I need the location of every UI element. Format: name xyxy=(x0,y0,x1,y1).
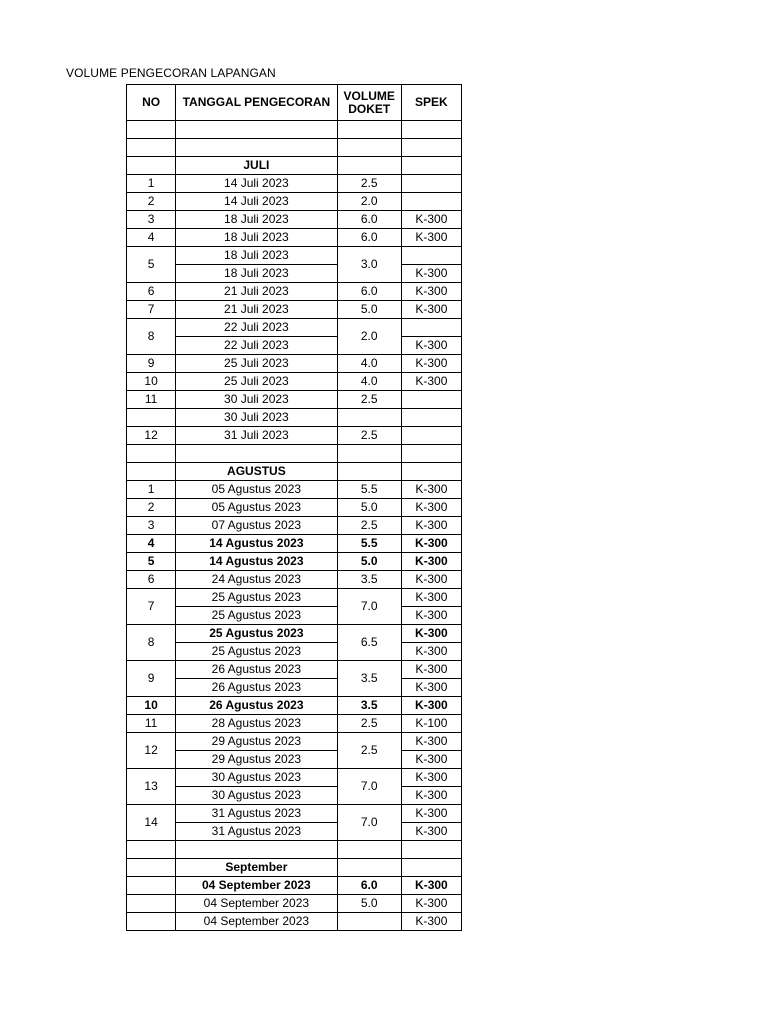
table-row xyxy=(127,679,462,697)
cell-volume: 5.0 xyxy=(337,553,401,571)
table-header-row xyxy=(127,85,462,121)
cell-date: 21 Juli 2023 xyxy=(176,283,337,301)
cell-spec xyxy=(401,445,461,463)
table-row xyxy=(127,319,462,337)
cell-volume: 7.0 xyxy=(337,769,401,805)
table-row xyxy=(127,715,462,733)
cell-spec: K-300 xyxy=(401,337,461,355)
cell-date: 04 September 2023 xyxy=(176,913,337,931)
cell-spec: K-300 xyxy=(401,499,461,517)
cell-no: 8 xyxy=(127,625,176,661)
cell-spec: K-300 xyxy=(401,769,461,787)
cell-no: 6 xyxy=(127,571,176,589)
cell-no: 4 xyxy=(127,229,176,247)
cell-spec xyxy=(401,319,461,337)
cell-volume: 2.5 xyxy=(337,715,401,733)
cell-spec: K-300 xyxy=(401,877,461,895)
cell-volume xyxy=(337,121,401,139)
cell-volume: 5.5 xyxy=(337,481,401,499)
cell-volume: 3.5 xyxy=(337,571,401,589)
cell-no xyxy=(127,841,176,859)
cell-no: 13 xyxy=(127,769,176,805)
table-row xyxy=(127,283,462,301)
cell-no: 2 xyxy=(127,193,176,211)
cell-date: 30 Agustus 2023 xyxy=(176,769,337,787)
cell-spec xyxy=(401,427,461,445)
table-row xyxy=(127,265,462,283)
cell-spec: K-100 xyxy=(401,715,461,733)
table-row xyxy=(127,247,462,265)
table-row xyxy=(127,301,462,319)
cell-no xyxy=(127,409,176,427)
month-row xyxy=(127,463,462,481)
cell-no: 10 xyxy=(127,373,176,391)
cell-date: 25 Agustus 2023 xyxy=(176,625,337,643)
cell-spec: K-300 xyxy=(401,625,461,643)
cell-no: 1 xyxy=(127,481,176,499)
table-row xyxy=(127,913,462,931)
cell-spec: K-300 xyxy=(401,823,461,841)
cell-volume: 2.5 xyxy=(337,517,401,535)
header-pouring-date: TANGGAL PENGECORAN xyxy=(176,85,337,121)
cell-volume: 5.0 xyxy=(337,499,401,517)
cell-no: 9 xyxy=(127,355,176,373)
table-row xyxy=(127,481,462,499)
cell-date: 22 Juli 2023 xyxy=(176,319,337,337)
cell-volume: 5.0 xyxy=(337,301,401,319)
cell-volume: 4.0 xyxy=(337,355,401,373)
cell-no xyxy=(127,445,176,463)
table-row xyxy=(127,409,462,427)
cell-volume xyxy=(337,913,401,931)
table-row xyxy=(127,805,462,823)
cell-volume: 5.5 xyxy=(337,535,401,553)
table-row xyxy=(127,373,462,391)
cell-volume xyxy=(337,841,401,859)
cell-volume: 6.5 xyxy=(337,625,401,661)
cell-date: 31 Agustus 2023 xyxy=(176,823,337,841)
table-row xyxy=(127,877,462,895)
table-body xyxy=(127,121,462,931)
table-row xyxy=(127,427,462,445)
cell-spec: K-300 xyxy=(401,355,461,373)
cell-spec: K-300 xyxy=(401,283,461,301)
cell-spec xyxy=(401,193,461,211)
cell-spec: K-300 xyxy=(401,229,461,247)
document-title: VOLUME PENGECORAN LAPANGAN xyxy=(66,66,276,80)
cell-no: 14 xyxy=(127,805,176,841)
table-row xyxy=(127,121,462,139)
cell-volume: 3.0 xyxy=(337,247,401,283)
cell-spec: K-300 xyxy=(401,265,461,283)
table-row xyxy=(127,571,462,589)
cell-spec xyxy=(401,121,461,139)
cell-date: 18 Juli 2023 xyxy=(176,211,337,229)
cell-no xyxy=(127,139,176,157)
cell-volume: 2.5 xyxy=(337,391,401,409)
table-row xyxy=(127,787,462,805)
cell-spec xyxy=(401,157,461,175)
cell-no: 5 xyxy=(127,247,176,283)
cell-spec: K-300 xyxy=(401,787,461,805)
cell-no: 6 xyxy=(127,283,176,301)
cell-spec xyxy=(401,139,461,157)
cell-no xyxy=(127,913,176,931)
cell-no xyxy=(127,121,176,139)
table-row xyxy=(127,769,462,787)
cell-volume: 2.5 xyxy=(337,733,401,769)
table-row xyxy=(127,589,462,607)
cell-spec xyxy=(401,859,461,877)
table-row xyxy=(127,841,462,859)
cell-date: 25 Agustus 2023 xyxy=(176,589,337,607)
month-row xyxy=(127,157,462,175)
cell-volume xyxy=(337,859,401,877)
cell-date: 26 Agustus 2023 xyxy=(176,679,337,697)
cell-spec: K-300 xyxy=(401,373,461,391)
header-docket-volume xyxy=(337,85,401,121)
cell-no xyxy=(127,859,176,877)
table-row xyxy=(127,211,462,229)
cell-volume: 2.0 xyxy=(337,319,401,355)
table-row xyxy=(127,895,462,913)
cell-no: 11 xyxy=(127,715,176,733)
cell-spec xyxy=(401,463,461,481)
cell-no: 1 xyxy=(127,175,176,193)
table-row xyxy=(127,175,462,193)
cell-no xyxy=(127,877,176,895)
cell-spec: K-300 xyxy=(401,589,461,607)
cell-date: 31 Juli 2023 xyxy=(176,427,337,445)
cell-date: 05 Agustus 2023 xyxy=(176,499,337,517)
cell-date xyxy=(176,139,337,157)
cell-no xyxy=(127,463,176,481)
cell-date: 26 Agustus 2023 xyxy=(176,661,337,679)
cell-spec: K-300 xyxy=(401,895,461,913)
table-row xyxy=(127,625,462,643)
cell-no: 3 xyxy=(127,211,176,229)
cell-volume: 6.0 xyxy=(337,211,401,229)
cell-volume: 2.5 xyxy=(337,175,401,193)
cell-date: 25 Juli 2023 xyxy=(176,355,337,373)
cell-date: 05 Agustus 2023 xyxy=(176,481,337,499)
pouring-volume-table xyxy=(126,84,462,931)
cell-volume xyxy=(337,409,401,427)
table-row xyxy=(127,355,462,373)
cell-date: 25 Agustus 2023 xyxy=(176,643,337,661)
cell-date: 18 Juli 2023 xyxy=(176,265,337,283)
cell-no: 11 xyxy=(127,391,176,409)
table-row xyxy=(127,445,462,463)
cell-date: 25 Agustus 2023 xyxy=(176,607,337,625)
table-row xyxy=(127,499,462,517)
cell-no: 2 xyxy=(127,499,176,517)
cell-spec: K-300 xyxy=(401,211,461,229)
table-row xyxy=(127,391,462,409)
cell-date: 26 Agustus 2023 xyxy=(176,697,337,715)
cell-no: 7 xyxy=(127,301,176,319)
cell-spec: K-300 xyxy=(401,805,461,823)
cell-spec: K-300 xyxy=(401,517,461,535)
cell-spec: K-300 xyxy=(401,535,461,553)
header-spec: SPEK xyxy=(401,85,461,121)
table-row xyxy=(127,661,462,679)
cell-spec: K-300 xyxy=(401,679,461,697)
cell-date xyxy=(176,121,337,139)
cell-no: 4 xyxy=(127,535,176,553)
table-row xyxy=(127,823,462,841)
cell-volume: 3.5 xyxy=(337,697,401,715)
cell-spec: K-300 xyxy=(401,697,461,715)
cell-volume: 3.5 xyxy=(337,661,401,697)
cell-date: 14 Juli 2023 xyxy=(176,193,337,211)
cell-volume: 5.0 xyxy=(337,895,401,913)
cell-no: 12 xyxy=(127,733,176,769)
cell-date: 18 Juli 2023 xyxy=(176,229,337,247)
cell-spec: K-300 xyxy=(401,481,461,499)
cell-date: 28 Agustus 2023 xyxy=(176,715,337,733)
cell-spec: K-300 xyxy=(401,571,461,589)
cell-no: 5 xyxy=(127,553,176,571)
cell-spec xyxy=(401,391,461,409)
cell-spec: K-300 xyxy=(401,913,461,931)
cell-date xyxy=(176,841,337,859)
table-row xyxy=(127,643,462,661)
cell-volume: 6.0 xyxy=(337,283,401,301)
cell-date: 30 Juli 2023 xyxy=(176,391,337,409)
cell-spec: K-300 xyxy=(401,301,461,319)
cell-spec: K-300 xyxy=(401,607,461,625)
table-row xyxy=(127,553,462,571)
cell-volume: 2.5 xyxy=(337,427,401,445)
cell-volume: 2.0 xyxy=(337,193,401,211)
cell-spec xyxy=(401,841,461,859)
cell-no xyxy=(127,895,176,913)
month-row xyxy=(127,859,462,877)
table-row xyxy=(127,193,462,211)
cell-no: 12 xyxy=(127,427,176,445)
cell-volume xyxy=(337,157,401,175)
cell-date: 07 Agustus 2023 xyxy=(176,517,337,535)
cell-date: 29 Agustus 2023 xyxy=(176,733,337,751)
cell-no: 9 xyxy=(127,661,176,697)
cell-no xyxy=(127,157,176,175)
cell-spec: K-300 xyxy=(401,643,461,661)
cell-volume xyxy=(337,463,401,481)
cell-date: 14 Agustus 2023 xyxy=(176,553,337,571)
table-row xyxy=(127,697,462,715)
cell-no: 10 xyxy=(127,697,176,715)
table-row xyxy=(127,139,462,157)
table-row xyxy=(127,535,462,553)
month-label: JULI xyxy=(176,157,337,175)
cell-date: 21 Juli 2023 xyxy=(176,301,337,319)
cell-no: 8 xyxy=(127,319,176,355)
cell-spec: K-300 xyxy=(401,553,461,571)
cell-date: 04 September 2023 xyxy=(176,877,337,895)
cell-no: 7 xyxy=(127,589,176,625)
cell-date: 24 Agustus 2023 xyxy=(176,571,337,589)
cell-spec: K-300 xyxy=(401,751,461,769)
cell-spec: K-300 xyxy=(401,733,461,751)
table-row xyxy=(127,337,462,355)
cell-volume: 4.0 xyxy=(337,373,401,391)
month-label: September xyxy=(176,859,337,877)
cell-volume: 7.0 xyxy=(337,805,401,841)
table-row xyxy=(127,607,462,625)
cell-volume: 6.0 xyxy=(337,229,401,247)
cell-spec: K-300 xyxy=(401,661,461,679)
cell-date: 25 Juli 2023 xyxy=(176,373,337,391)
header-no: NO xyxy=(127,85,176,121)
cell-date: 31 Agustus 2023 xyxy=(176,805,337,823)
cell-volume: 6.0 xyxy=(337,877,401,895)
cell-date: 04 September 2023 xyxy=(176,895,337,913)
table-row xyxy=(127,517,462,535)
cell-date: 14 Agustus 2023 xyxy=(176,535,337,553)
cell-date: 22 Juli 2023 xyxy=(176,337,337,355)
cell-date: 29 Agustus 2023 xyxy=(176,751,337,769)
month-label: AGUSTUS xyxy=(176,463,337,481)
cell-date: 18 Juli 2023 xyxy=(176,247,337,265)
cell-no: 3 xyxy=(127,517,176,535)
cell-date: 30 Juli 2023 xyxy=(176,409,337,427)
table-row xyxy=(127,751,462,769)
cell-date xyxy=(176,445,337,463)
cell-date: 30 Agustus 2023 xyxy=(176,787,337,805)
header-docket-volume-label: VOLUME DOKET xyxy=(343,88,395,116)
cell-spec xyxy=(401,409,461,427)
cell-volume xyxy=(337,445,401,463)
cell-volume xyxy=(337,139,401,157)
cell-volume: 7.0 xyxy=(337,589,401,625)
cell-spec xyxy=(401,175,461,193)
cell-date: 14 Juli 2023 xyxy=(176,175,337,193)
table-row xyxy=(127,733,462,751)
cell-spec xyxy=(401,247,461,265)
table-row xyxy=(127,229,462,247)
